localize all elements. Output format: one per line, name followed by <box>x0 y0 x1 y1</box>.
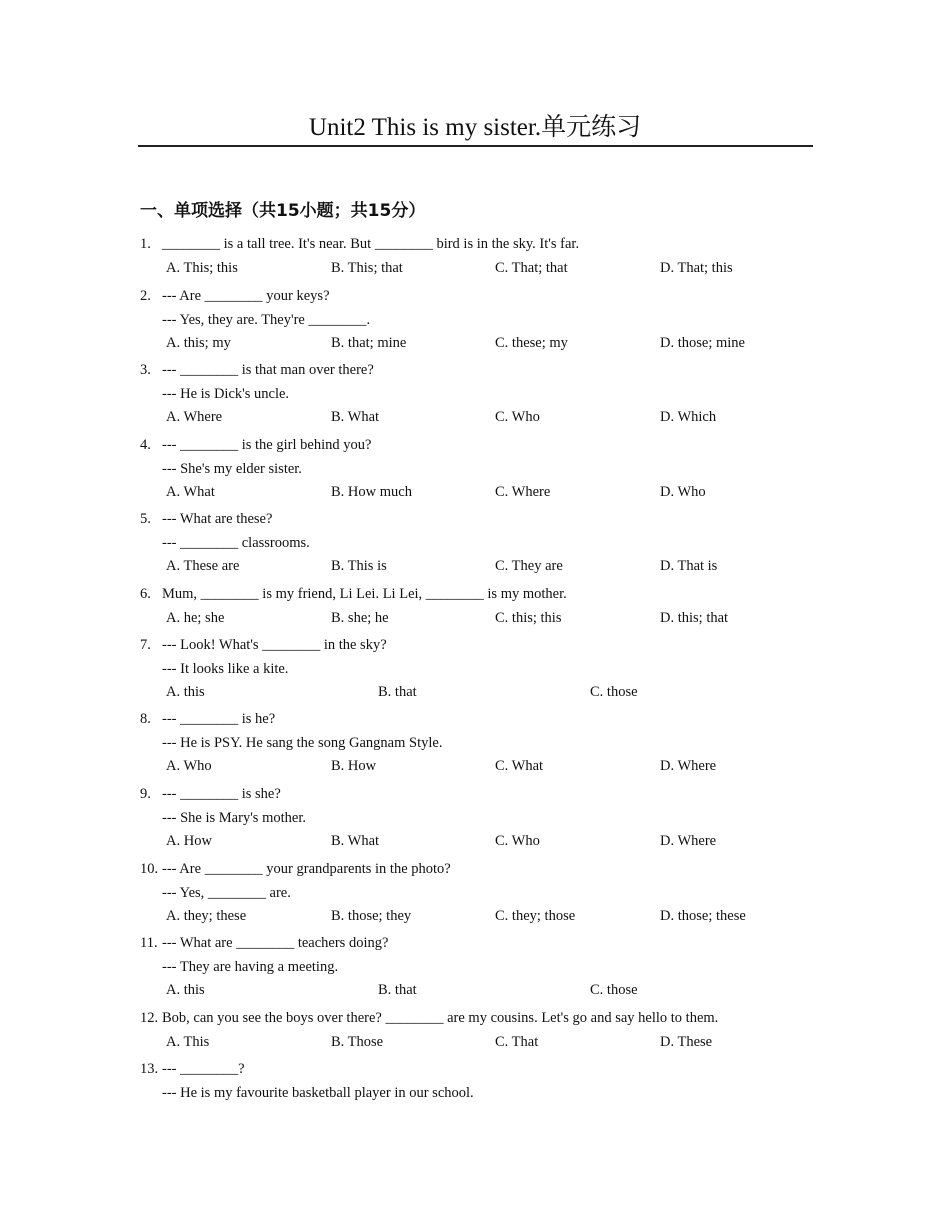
question-stem: --- Look! What's ________ in the sky? <box>162 637 387 653</box>
question-response: --- Yes, they are. They're ________. <box>162 311 371 328</box>
answer-option-d: D. That is <box>660 558 718 574</box>
answer-option-a: A. he; she <box>166 609 225 626</box>
question-response: --- She's my elder sister. <box>162 460 302 477</box>
answer-option-b: B. that; mine <box>331 335 407 351</box>
question-number: 10. <box>140 861 159 877</box>
answer-option-a: A. These are <box>166 558 240 574</box>
answer-option-c: C. Who <box>495 833 540 849</box>
question-response: --- They are having a meeting. <box>162 958 339 975</box>
answer-option-c: C. these; my <box>495 335 568 351</box>
question-number: 1. <box>140 236 151 252</box>
question-number: 11. <box>140 935 158 951</box>
answer-option-a: A. How <box>166 833 212 849</box>
question-response: --- He is Dick's uncle. <box>162 385 290 402</box>
answer-option-a: A. this <box>166 684 205 700</box>
answer-option-c: C. those <box>590 684 638 700</box>
answer-option-b: B. What <box>331 833 380 849</box>
question-number: 2. <box>140 288 151 304</box>
question-response: --- ________ classrooms. <box>162 534 310 551</box>
answer-option-b: B. This; that <box>331 259 403 276</box>
question-number: 8. <box>140 711 151 727</box>
answer-option-d: D. These <box>660 1033 713 1050</box>
answer-option-d: D. Who <box>660 484 706 500</box>
answer-option-a: A. This <box>166 1033 210 1050</box>
answer-option-b: B. How <box>331 758 377 774</box>
question-stem: --- What are these? <box>162 511 273 527</box>
title-divider <box>138 145 813 147</box>
question-number: 7. <box>140 637 151 653</box>
answer-option-c: C. Where <box>495 484 551 500</box>
question-stem: --- Are ________ your keys? <box>162 288 330 304</box>
answer-option-c: C. That <box>495 1033 539 1050</box>
answer-option-d: D. Where <box>660 758 717 774</box>
question-response: --- He is my favourite basketball player in our school. <box>162 1084 474 1101</box>
question-stem: --- ________ is she? <box>162 786 281 802</box>
answer-option-d: D. Where <box>660 833 717 849</box>
answer-option-d: D. those; these <box>660 908 746 924</box>
answer-option-a: A. Who <box>166 758 212 774</box>
question-number: 13. <box>140 1061 159 1077</box>
question-response: --- It looks like a kite. <box>162 660 289 677</box>
answer-option-c: C. they; those <box>495 908 576 924</box>
question-number: 9. <box>140 786 151 802</box>
answer-option-b: B. What <box>331 409 380 425</box>
answer-option-c: C. That; that <box>495 259 568 276</box>
answer-option-d: D. Which <box>660 409 717 425</box>
answer-option-c: C. this; this <box>495 609 562 626</box>
answer-option-c: C. Who <box>495 409 540 425</box>
answer-option-a: A. this; my <box>166 335 231 351</box>
question-response: --- Yes, ________ are. <box>162 884 291 901</box>
question-stem: ________ is a tall tree. It's near. But ________ bird is in the sky. It's far. <box>162 236 580 252</box>
question-number: 12. <box>140 1010 159 1026</box>
question-stem: --- What are ________ teachers doing? <box>162 935 389 951</box>
answer-option-b: B. This is <box>331 558 387 574</box>
question-stem: --- ________ is he? <box>162 711 276 727</box>
answer-option-d: D. this; that <box>660 609 729 626</box>
answer-option-b: B. those; they <box>331 908 412 924</box>
answer-option-c: C. What <box>495 758 544 774</box>
question-number: 4. <box>140 437 151 453</box>
answer-option-c: C. They are <box>495 558 563 574</box>
answer-option-a: A. they; these <box>166 908 247 924</box>
question-stem: Bob, can you see the boys over there? ________ are my cousins. Let's go and say hello to them. <box>162 1010 719 1026</box>
answer-option-a: A. this <box>166 982 205 998</box>
answer-option-d: D. those; mine <box>660 335 745 351</box>
question-number: 5. <box>140 511 151 527</box>
answer-option-c: C. those <box>590 982 638 998</box>
answer-option-d: D. That; this <box>660 259 733 276</box>
question-stem: --- ________? <box>162 1061 245 1077</box>
question-stem: Mum, ________ is my friend, Li Lei. Li Lei, ________ is my mother. <box>162 586 567 602</box>
answer-option-a: A. This; this <box>166 259 238 276</box>
question-number: 3. <box>140 362 151 378</box>
question-number: 6. <box>140 586 151 602</box>
question-response: --- She is Mary's mother. <box>162 809 306 826</box>
page-title: Unit2 This is my sister.单元练习 <box>308 114 642 141</box>
question-stem: --- Are ________ your grandparents in the photo? <box>162 861 451 877</box>
answer-option-b: B. How much <box>331 484 412 500</box>
question-response: --- He is PSY. He sang the song Gangnam Style. <box>162 734 443 751</box>
answer-option-a: A. What <box>166 484 215 500</box>
question-stem: --- ________ is the girl behind you? <box>162 437 372 453</box>
answer-option-b: B. that <box>378 684 417 700</box>
answer-option-b: B. that <box>378 982 417 998</box>
answer-option-a: A. Where <box>166 409 223 425</box>
answer-option-b: B. Those <box>331 1033 384 1050</box>
section-heading: 一、单项选择（共15小题；共15分） <box>140 201 426 221</box>
question-stem: --- ________ is that man over there? <box>162 362 374 378</box>
answer-option-b: B. she; he <box>331 609 389 626</box>
